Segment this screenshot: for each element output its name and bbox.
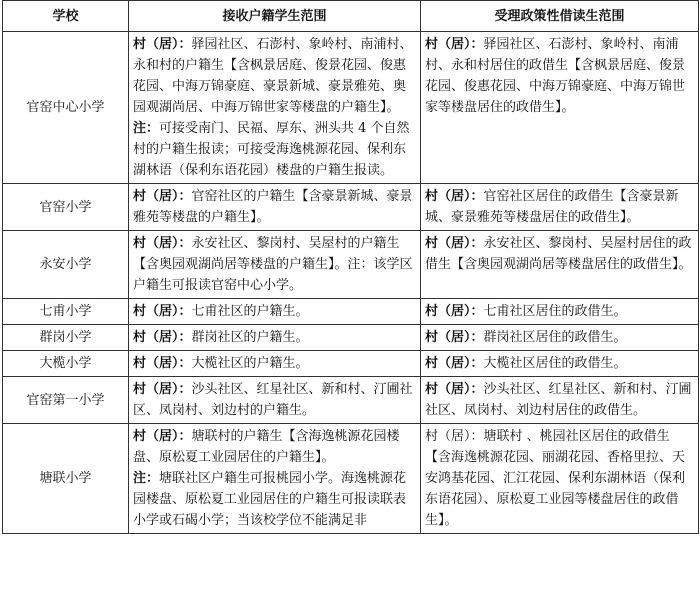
policy-prefix: 村（居）： bbox=[425, 429, 484, 444]
policy-text: 群岗社区居住的政借生。 bbox=[483, 330, 627, 345]
table-row bbox=[3, 231, 699, 299]
table-row bbox=[3, 32, 699, 184]
hukou-prefix: 村（居）： bbox=[133, 382, 192, 397]
school-name: 官窑中心小学 bbox=[3, 32, 129, 184]
hukou-cell bbox=[129, 377, 421, 424]
policy-text: 沙头社区、红星社区、新和村、汀圃社区、凤岗村、刘边村居住的政借生。 bbox=[425, 382, 692, 418]
policy-prefix: 村（居）： bbox=[425, 37, 484, 52]
header-policy-scope: 受理政策性借读生范围 bbox=[421, 1, 699, 32]
hukou-text: 永安社区、黎岗村、吴屋村的户籍生【含奥园观湖尚居等楼盘的户籍生】。注：该学区户籍生可报读官窑中心小学。 bbox=[133, 236, 413, 293]
header-hukou-scope: 接收户籍学生范围 bbox=[129, 1, 421, 32]
policy-text: 永安社区、黎岗村、吴屋村居住的政借生【含奥园观湖尚居等楼盘居住的政借生】。 bbox=[425, 236, 692, 272]
table-row bbox=[3, 325, 699, 351]
table-row bbox=[3, 424, 699, 534]
policy-prefix: 村（居）： bbox=[425, 304, 484, 319]
table-row bbox=[3, 184, 699, 231]
policy-text: 官窑社区居住的政借生【含豪景新城、豪景雅苑等楼盘居住的政借生】。 bbox=[425, 189, 679, 225]
school-name: 群岗小学 bbox=[3, 325, 129, 351]
hukou-text: 驿园社区、石澎村、象岭村、南浦村、永和村的户籍生【含枫景居庭、俊景花园、俊惠花园、中海万锦豪庭、豪景新城、豪景雅苑、奥园观湖尚居、中海万锦世家等楼盘的户籍生】。 bbox=[133, 37, 413, 115]
header-school: 学校 bbox=[3, 1, 129, 32]
policy-prefix: 村（居）： bbox=[425, 356, 484, 371]
hukou-cell bbox=[129, 32, 421, 184]
policy-cell bbox=[421, 184, 699, 231]
school-name: 七甫小学 bbox=[3, 299, 129, 325]
policy-text: 驿园社区、石澎村、象岭村、南浦村、永和村居住的政借生【含枫景居庭、俊景花园、俊惠花园、中海万锦豪庭、中海万锦世家等楼盘居住的政借生】。 bbox=[425, 37, 686, 115]
hukou-text: 沙头社区、红星社区、新和村、汀圃社区、凤岗村、刘边村的户籍生。 bbox=[133, 382, 413, 418]
school-name: 官窑小学 bbox=[3, 184, 129, 231]
hukou-text: 群岗社区的户籍生。 bbox=[191, 330, 309, 345]
policy-prefix: 村（居）： bbox=[425, 330, 484, 345]
school-name: 塘联小学 bbox=[3, 424, 129, 534]
policy-text: 塘联村 、桃园社区居住的政借生【含海逸桃源花园、丽湖花园、香格里拉、天安鸿基花园、汇江花园、保利东湖林语（保利东语花园）、原松夏工业园等楼盘居住的政借生】。 bbox=[425, 429, 686, 528]
note-text: 可接受南门、民福、厚东、洲头共 4 个自然村的户籍生报读；可接受海逸桃源花园、保利东湖林语（保利东语花园）楼盘的户籍生报读。 bbox=[133, 121, 410, 178]
hukou-cell bbox=[129, 184, 421, 231]
header-row bbox=[3, 1, 699, 32]
policy-cell bbox=[421, 377, 699, 424]
hukou-text: 七甫社区的户籍生。 bbox=[191, 304, 309, 319]
hukou-text: 塘联村的户籍生【含海逸桃源花园楼盘、原松夏工业园居住的户籍生】。 bbox=[133, 429, 400, 465]
hukou-prefix: 村（居）： bbox=[133, 236, 192, 251]
policy-cell bbox=[421, 32, 699, 184]
note-label: 注： bbox=[133, 121, 160, 136]
hukou-cell bbox=[129, 299, 421, 325]
school-name: 永安小学 bbox=[3, 231, 129, 299]
hukou-prefix: 村（居）： bbox=[133, 356, 192, 371]
policy-prefix: 村（居）： bbox=[425, 236, 484, 251]
policy-cell bbox=[421, 325, 699, 351]
table-row bbox=[3, 351, 699, 377]
school-district-table bbox=[2, 0, 699, 534]
policy-text: 七甫社区居住的政借生。 bbox=[483, 304, 627, 319]
hukou-prefix: 村（居）： bbox=[133, 304, 192, 319]
table-row bbox=[3, 377, 699, 424]
hukou-prefix: 村（居）： bbox=[133, 429, 192, 444]
school-name: 官窑第一小学 bbox=[3, 377, 129, 424]
policy-text: 大榄社区居住的政借生。 bbox=[483, 356, 627, 371]
hukou-cell bbox=[129, 424, 421, 534]
policy-prefix: 村（居）： bbox=[425, 189, 484, 204]
hukou-prefix: 村（居）： bbox=[133, 330, 192, 345]
hukou-text: 大榄社区的户籍生。 bbox=[191, 356, 309, 371]
hukou-text: 官窑社区的户籍生【含豪景新城、豪景雅苑等楼盘的户籍生】。 bbox=[133, 189, 413, 225]
table-row bbox=[3, 299, 699, 325]
policy-cell bbox=[421, 424, 699, 534]
policy-prefix: 村（居）： bbox=[425, 382, 484, 397]
policy-cell bbox=[421, 231, 699, 299]
hukou-cell bbox=[129, 325, 421, 351]
policy-cell bbox=[421, 351, 699, 377]
hukou-cell bbox=[129, 351, 421, 377]
hukou-cell bbox=[129, 231, 421, 299]
policy-cell bbox=[421, 299, 699, 325]
note-label: 注： bbox=[133, 471, 160, 486]
note-text: 塘联社区户籍生可报桃园小学。海逸桃源花园楼盘、原松夏工业园居住的户籍生可报读联表小学或石碣小学；当该校学位不能满足非 bbox=[133, 471, 407, 528]
hukou-prefix: 村（居）： bbox=[133, 37, 192, 52]
school-name: 大榄小学 bbox=[3, 351, 129, 377]
hukou-prefix: 村（居）： bbox=[133, 189, 192, 204]
